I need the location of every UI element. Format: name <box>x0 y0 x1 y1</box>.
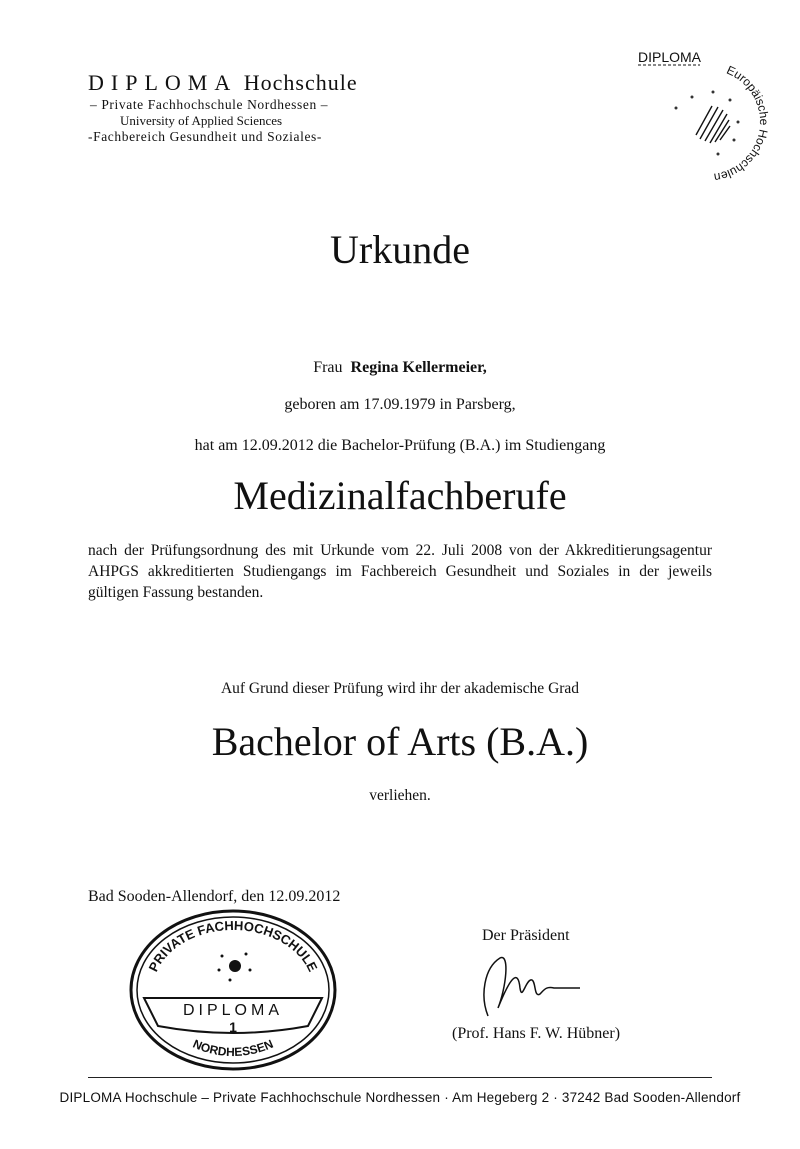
logo-sphere <box>696 106 730 143</box>
institution-type: Hochschule <box>243 70 358 95</box>
official-seal <box>128 908 338 1072</box>
seal-middle-text: DIPLOMA <box>182 1002 284 1019</box>
place-date: Bad Sooden-Allendorf, den 12.09.2012 <box>88 888 341 905</box>
footer-divider <box>88 1077 712 1078</box>
signature <box>470 950 610 1020</box>
institution-subtitle-english: University of Applied Sciences <box>120 113 283 128</box>
seal-bottom-text: NORDHESSEN <box>190 1036 276 1060</box>
birth-info: geboren am 17.09.1979 in Parsberg, <box>284 396 516 413</box>
program-name: Medizinalfachberufe <box>233 473 567 518</box>
seal-top-text: PRIVATE FACHHOCHSCHULE <box>145 917 321 974</box>
grant-text: Auf Grund dieser Prüfung wird ihr der akademische Grad <box>220 680 580 697</box>
seal-emblem <box>229 960 241 972</box>
institution-brand: DIPLOMA <box>88 70 238 95</box>
signatory-name: (Prof. Hans F. W. Hübner) <box>452 1025 621 1042</box>
recipient-line <box>0 359 800 377</box>
logo-stars <box>675 91 740 156</box>
degree-title: Bachelor of Arts (B.A.) <box>211 719 589 764</box>
logo-arc-text: Europäische Hochschulen <box>712 62 772 185</box>
salutation: Frau <box>313 359 343 376</box>
institution-name <box>88 70 358 96</box>
signatory-title: Der Präsident <box>482 927 570 944</box>
document-title: Urkunde <box>330 227 470 272</box>
department-name: -Fachbereich Gesundheit und Soziales- <box>88 129 323 144</box>
seal-number: 1 <box>229 1019 237 1035</box>
recipient-name: Regina Kellermeier, <box>350 359 487 376</box>
institution-subtitle: – Private Fachhochschule Nordhessen – <box>90 97 329 112</box>
logo-brand: DIPLOMA <box>638 49 702 65</box>
footer-address: DIPLOMA Hochschule – Private Fachhochschule Nordhessen · Am Hegeberg 2 · 37242 Bad Sooden-Allendorf <box>59 1090 741 1105</box>
conferred-text: verliehen. <box>369 787 431 804</box>
diploma-logo <box>620 40 780 190</box>
exam-info: hat am 12.09.2012 die Bachelor-Prüfung (B.A.) im Studiengang <box>194 437 606 454</box>
accreditation-paragraph: nach der Prüfungsordnung des mit Urkunde vom 22. Juli 2008 von der Akkreditierungsagentur AHPGS akkreditierten Studiengangs im Fachbereich Gesundheit und Soziales in der jeweils gültigen Fassung bestanden. <box>88 542 712 601</box>
